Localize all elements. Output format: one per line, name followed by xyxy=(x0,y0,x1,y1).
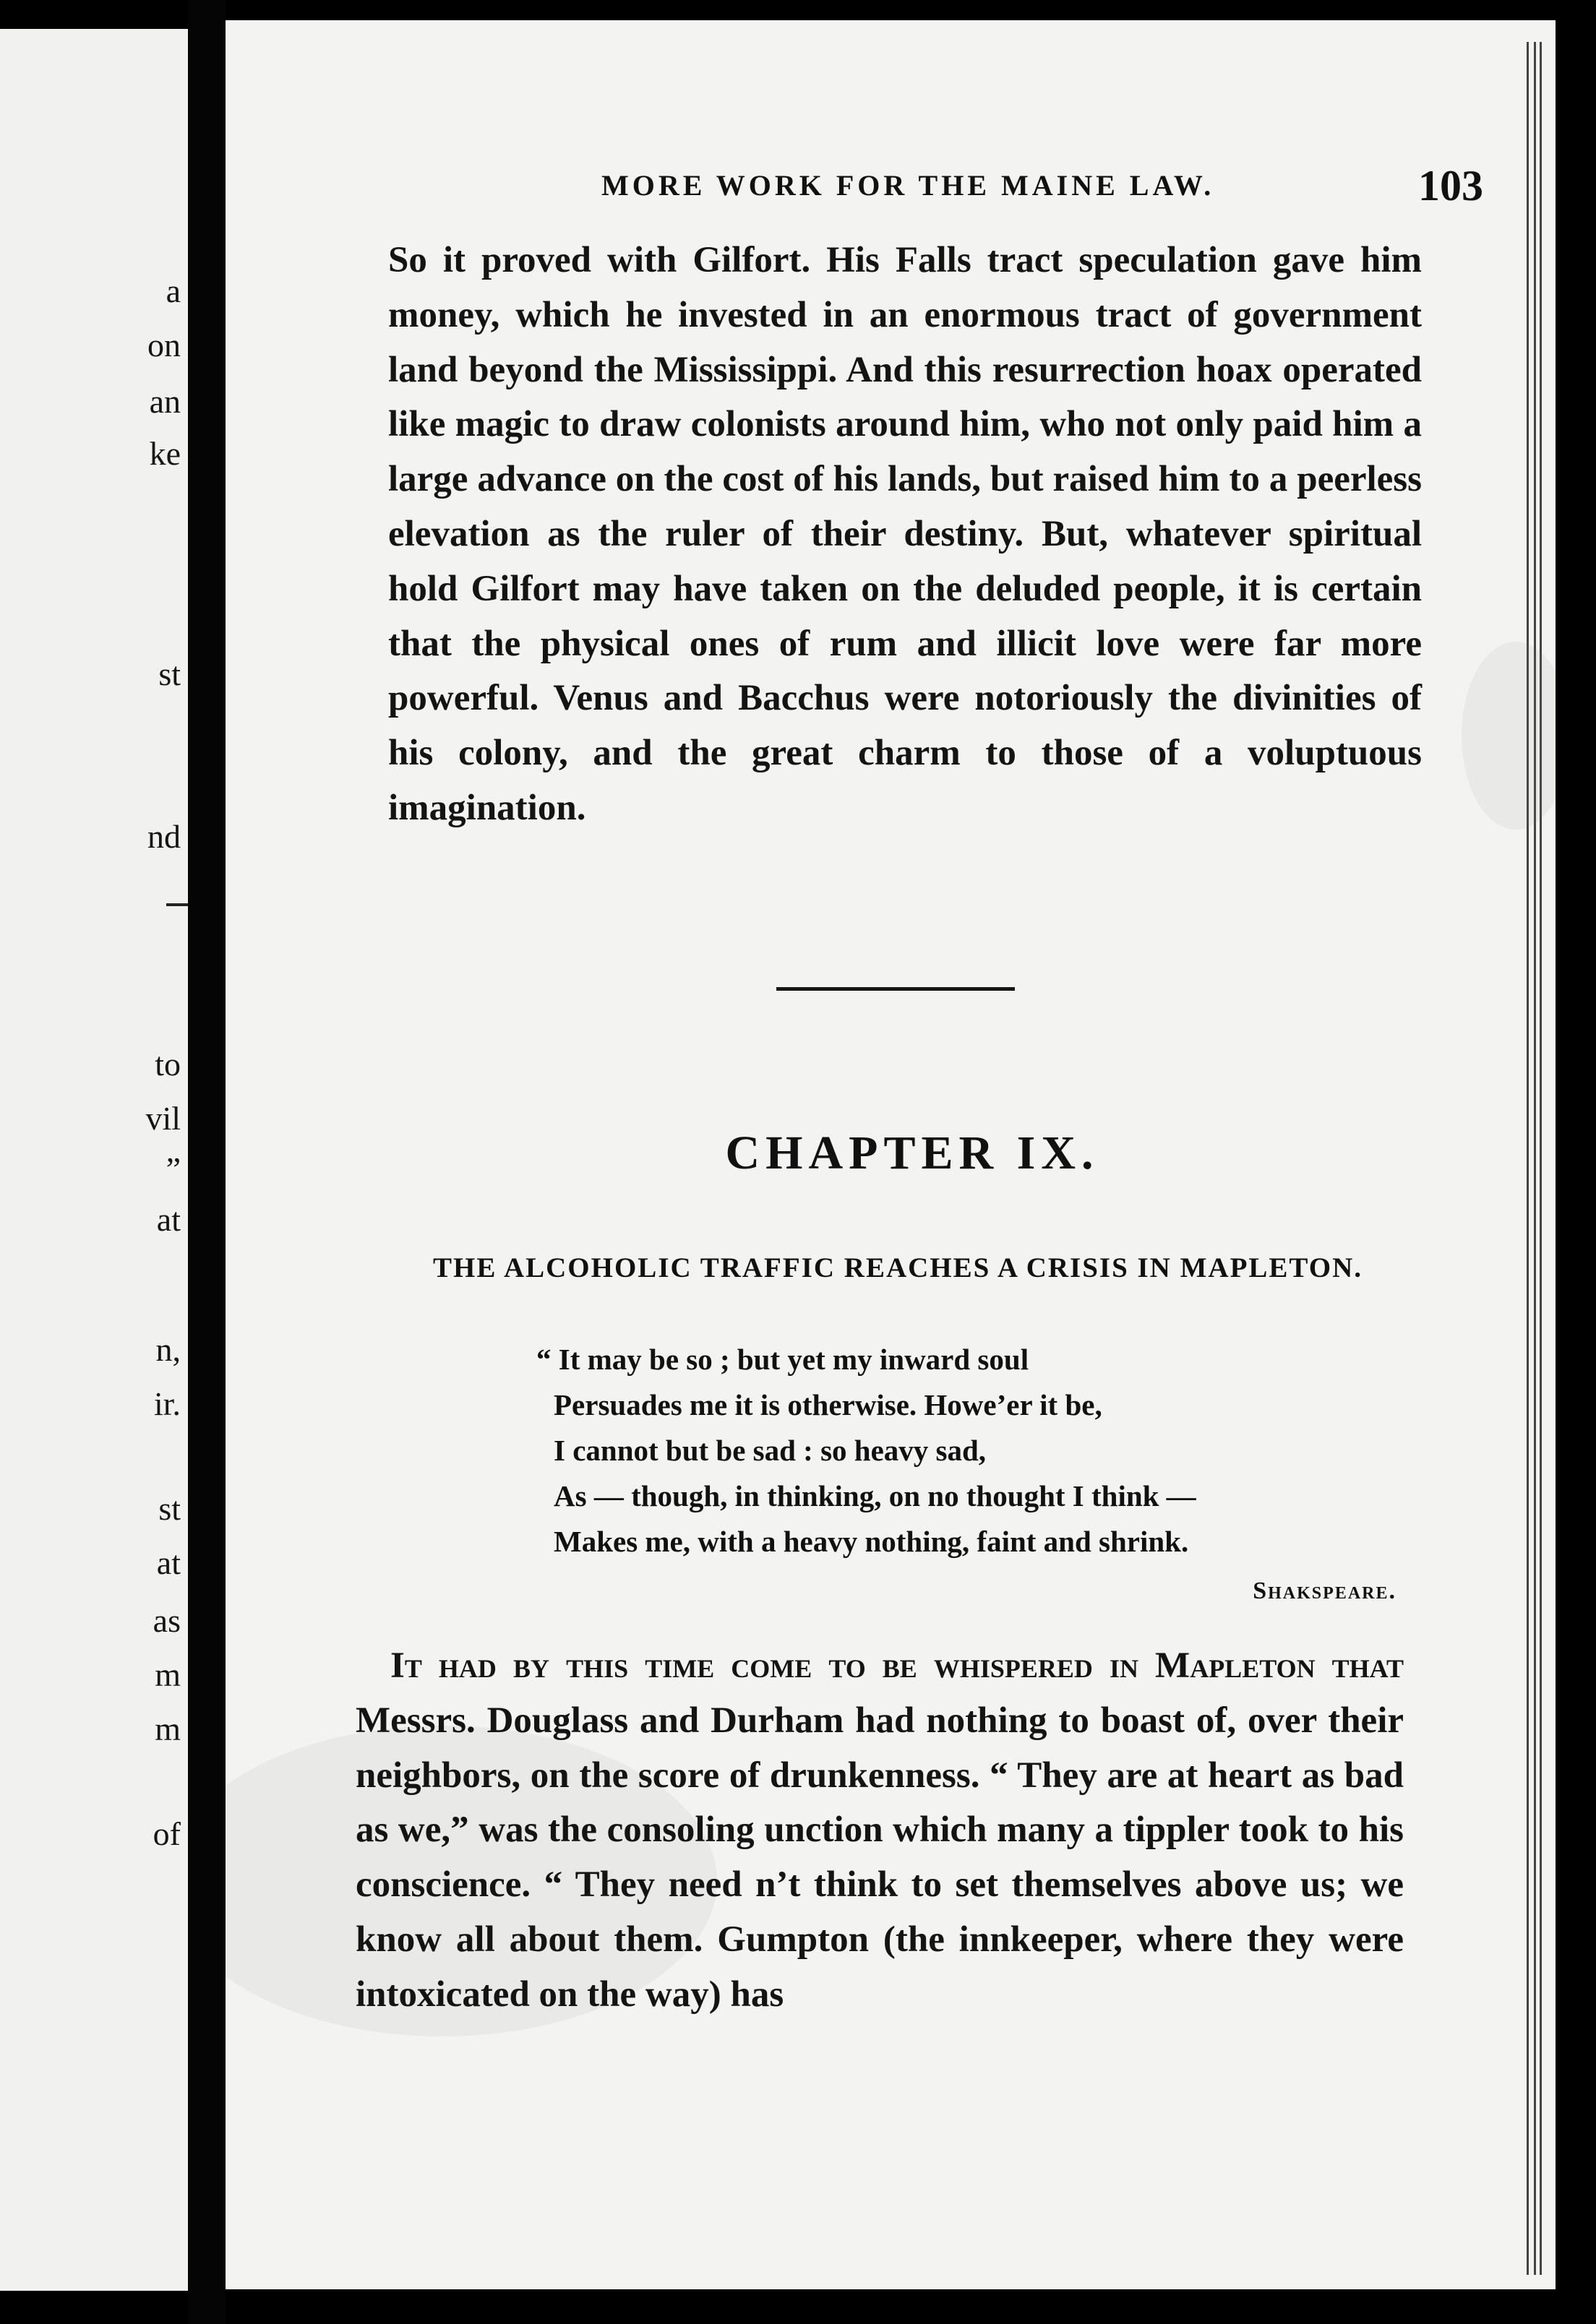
page-number: 103 xyxy=(1418,162,1483,210)
page-edge-line xyxy=(1534,42,1536,2275)
left-page-fragment: on xyxy=(147,327,181,363)
left-page-fragment: a xyxy=(166,272,181,309)
left-page-fragment: ir. xyxy=(153,1385,181,1422)
epigraph-line: Makes me, with a heavy nothing, faint and shrink. xyxy=(554,1525,1189,1558)
left-page-fragment: as xyxy=(153,1602,181,1639)
book-gutter xyxy=(188,0,226,2324)
left-page-fragment: ” xyxy=(166,1150,181,1187)
left-page-fragment: an xyxy=(149,383,181,420)
epigraph-line: As — though, in thinking, on no thought I think — xyxy=(554,1479,1196,1512)
epigraph-attribution: Shakspeare. xyxy=(1253,1578,1396,1604)
left-page-fragment: st xyxy=(158,655,181,692)
left-page-fragment: m xyxy=(155,1710,181,1747)
page-edge-line xyxy=(1540,42,1542,2275)
left-page-fragment: to xyxy=(155,1046,181,1083)
left-page-fragment: at xyxy=(156,1544,181,1581)
left-page-rule xyxy=(166,903,188,906)
epigraph-line: I cannot but be sad : so heavy sad, xyxy=(554,1434,987,1467)
left-page-edge xyxy=(0,29,188,2291)
left-page-fragment: n, xyxy=(155,1331,181,1368)
left-page-fragment: m xyxy=(155,1656,181,1693)
left-page-fragment: st xyxy=(158,1490,181,1527)
chapter-title: CHAPTER IX. xyxy=(725,1127,1099,1179)
running-title: MORE WORK FOR THE MAINE LAW. xyxy=(601,169,1215,202)
left-page-fragment: of xyxy=(153,1815,181,1852)
chapter-divider-rule xyxy=(776,987,1015,991)
paragraph-two: It had by this time come to be whispered in Mapleton that Messrs. Douglass and Durham had nothing to boast of, over their neighbors, on the score of drunkenness. “ They are at heart as bad as we,” was the consoling unction which many a tippler took to his conscience. “ They need n’t think to set themselves above us; we know all about them. Gumpton (the innkeeper, where they were intoxicated on the way) has xyxy=(356,1645,1404,2015)
left-page-fragment: ke xyxy=(149,435,181,472)
epigraph-line: Persuades me it is otherwise. Howe’er it be, xyxy=(554,1388,1102,1421)
chapter-subtitle: THE ALCOHOLIC TRAFFIC REACHES A CRISIS IN MAPLETON. xyxy=(433,1252,1363,1283)
paragraph-one: So it proved with Gilfort. His Falls tract speculation gave him money, which he invested in an enormous tract of government land beyond the Mississippi. And this resurrection hoax operated like magic to draw colonists around him, who not only paid him a large advance on the cost of his lands, but raised him to a peerless elevation as the ruler of their destiny. But, whatever spiritual hold Gilfort may have taken on the deluded people, it is certain that the physical ones of rum and illicit love were far more powerful. Venus and Bacchus were notoriously the divinities of his colony, and the great charm to those of a voluptuous imagination. xyxy=(388,240,1422,828)
book-page xyxy=(226,20,1556,2289)
epigraph xyxy=(536,1337,1396,1565)
page-stain xyxy=(1462,642,1556,830)
left-page-fragment: vil xyxy=(145,1100,181,1137)
left-page-fragment: at xyxy=(156,1201,181,1238)
epigraph-line: “ It may be so ; but yet my inward soul xyxy=(536,1343,1029,1376)
left-page-fragment: nd xyxy=(147,818,181,855)
page-edge-line xyxy=(1527,42,1529,2275)
